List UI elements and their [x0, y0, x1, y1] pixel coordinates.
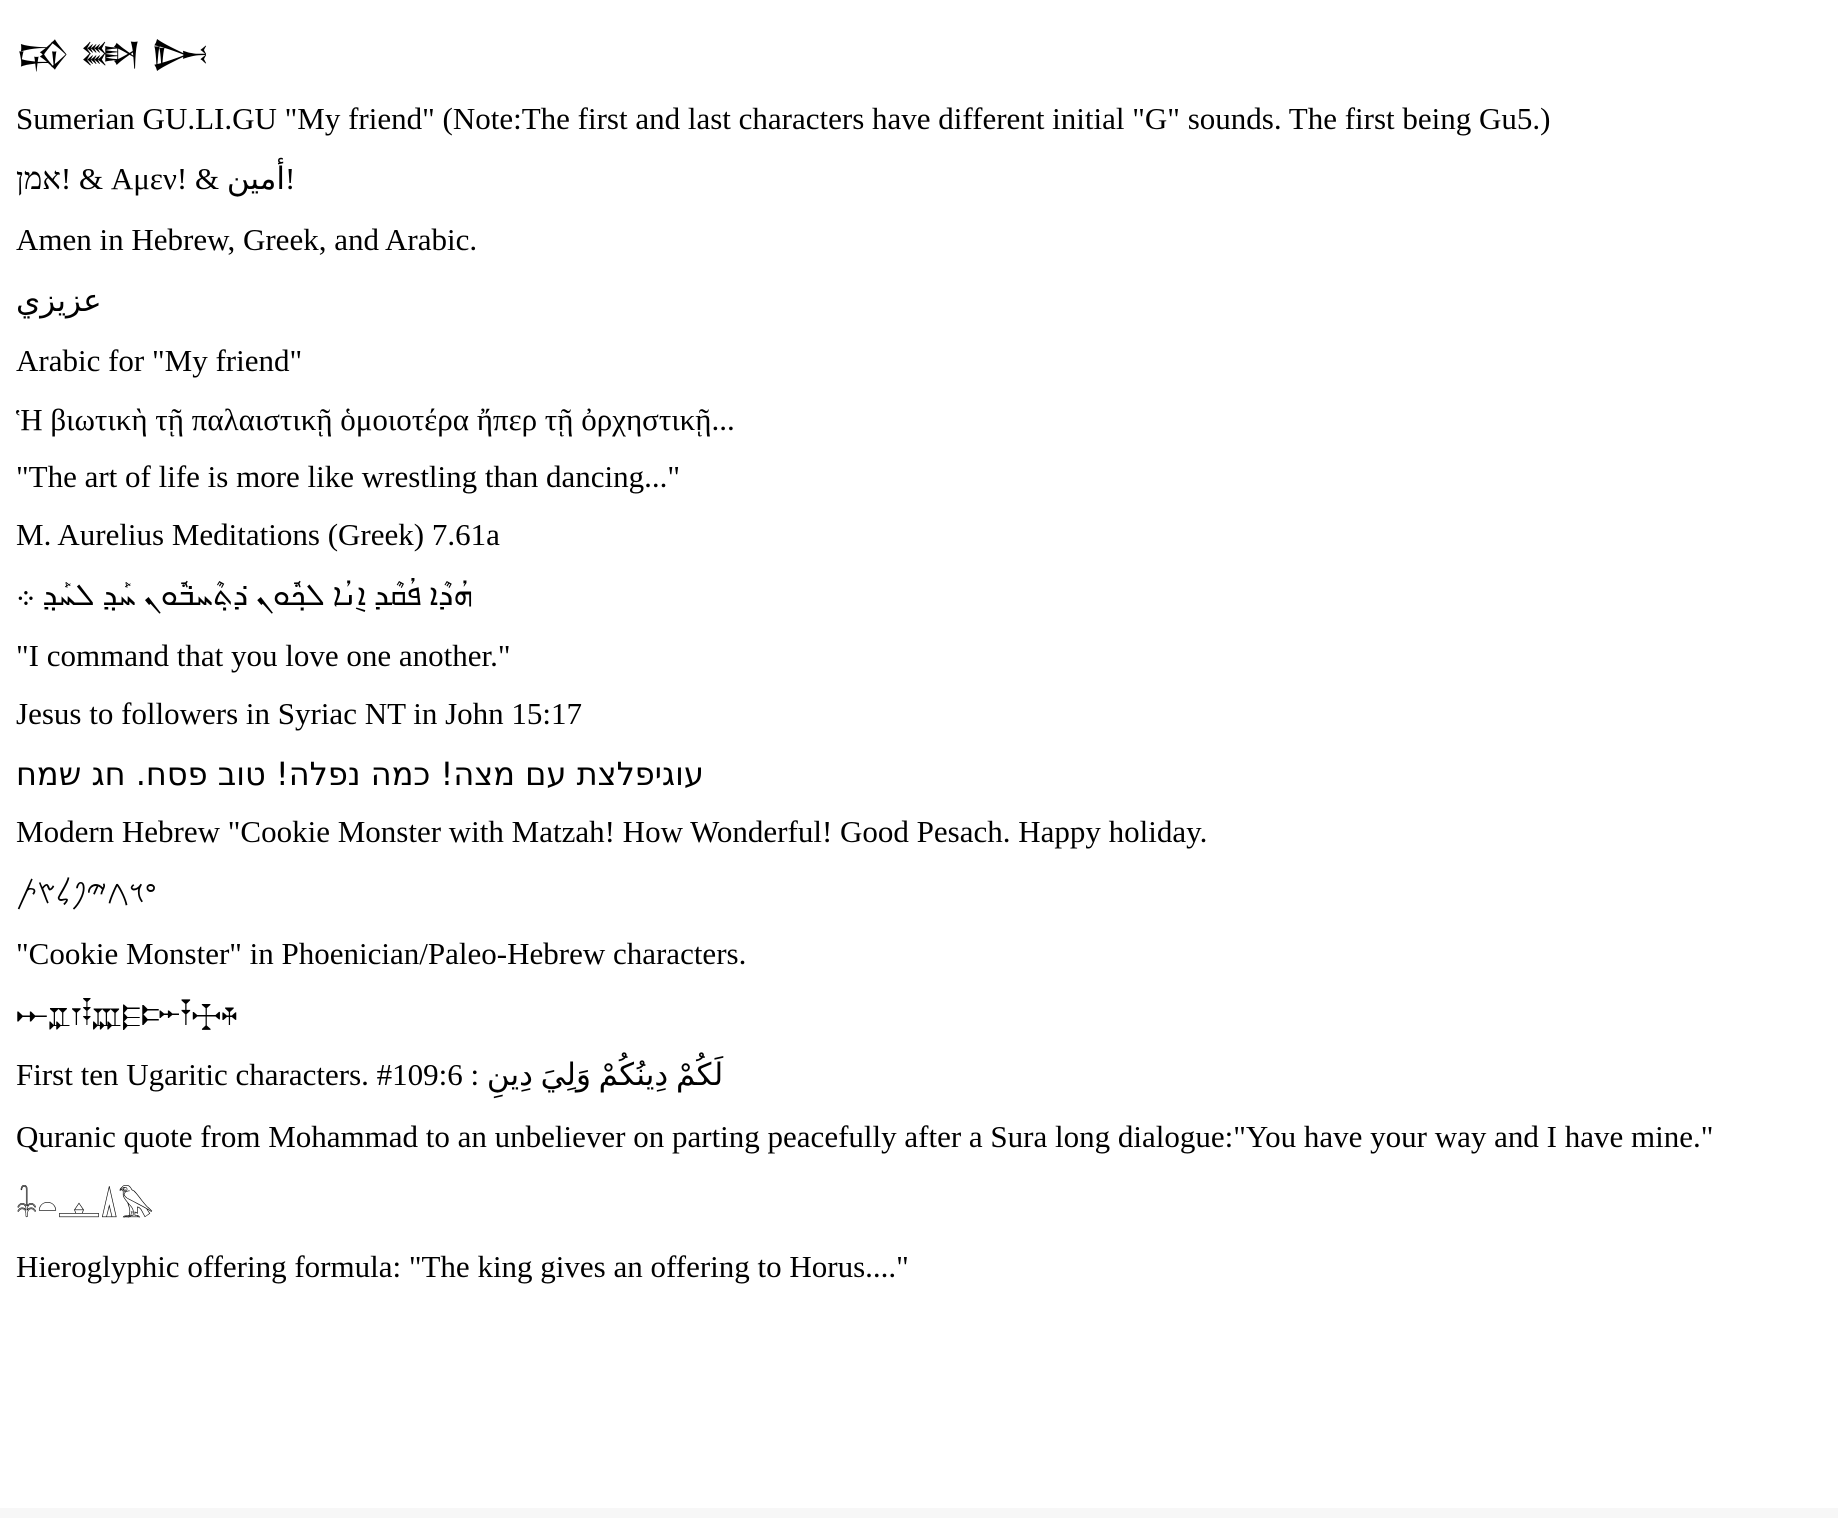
sumerian-caption: Sumerian GU.LI.GU "My friend" (Note:The first and last characters have different initial "G" sounds. The first being Gu5.)	[16, 101, 1551, 136]
phoenician-text: 𐤏𐤅𐤂𐤉𐤐𐤋𐤑𐤕	[16, 873, 157, 911]
ugaritic-text: 𐎀𐎁𐎂𐎃𐎄𐎅𐎆𐎇𐎈𐎉	[16, 995, 238, 1033]
sumerian-cuneiform-text: 𒄘 𒇷 𒄖	[16, 35, 210, 73]
amen-caption: Amen in Hebrew, Greek, and Arabic.	[16, 222, 478, 257]
hieroglyph-text: 𓇓𓏏𓊵𓏙𓅃	[16, 1187, 154, 1225]
syriac-quote-text: ܗܳܕܶܐ ܦܳܩܶܕ ܐ݈ܢܳܐ ܠܟ݂ܽܘܢ ܕ݁ܬ݂ܶܚܒ݁ܽܘܢ ܚܰܕ݂ ܠܚܰܕ݂ ܀	[16, 577, 473, 612]
page-bottom-edge	[0, 1508, 1838, 1518]
modern-hebrew-text: עוגיפלצת עם מצה! כמה נפלה! טוב פסח. חג שמח	[16, 755, 704, 793]
syriac-translation: "I command that you love one another."	[16, 638, 511, 673]
modern-hebrew-caption: Modern Hebrew "Cookie Monster with Matzah! How Wonderful! Good Pesach. Happy holiday.	[16, 814, 1208, 849]
hieroglyph-caption: Hieroglyphic offering formula: "The king gives an offering to Horus...."	[16, 1249, 909, 1284]
greek-source: M. Aurelius Meditations (Greek) 7.61a	[16, 517, 500, 552]
syriac-source: Jesus to followers in Syriac NT in John 15:17	[16, 696, 583, 731]
arabic-friend-text: عزيزي	[16, 283, 102, 318]
quran-caption: Quranic quote from Mohammad to an unbeliever on parting peacefully after a Sura long dialogue:"You have your way and I have mine."	[16, 1119, 1714, 1154]
arabic-caption: Arabic for "My friend"	[16, 343, 303, 378]
phoenician-caption: "Cookie Monster" in Phoenician/Paleo-Hebrew characters.	[16, 936, 747, 971]
greek-quote-text: Ἡ βιωτικὴ τῇ παλαιστικῇ ὁμοιοτέρα ἤπερ τῇ ὀρχηστικῇ...	[16, 402, 735, 437]
amen-multilingual-text: אמן! & Αμεν! & أمين!	[16, 161, 296, 196]
ugaritic-caption-with-quran: First ten Ugaritic characters. #109:6 : لَكُمْ دِينُكُمْ وَلِيَ دِينِ	[16, 1057, 724, 1092]
greek-translation: "The art of life is more like wrestling than dancing..."	[16, 459, 681, 494]
